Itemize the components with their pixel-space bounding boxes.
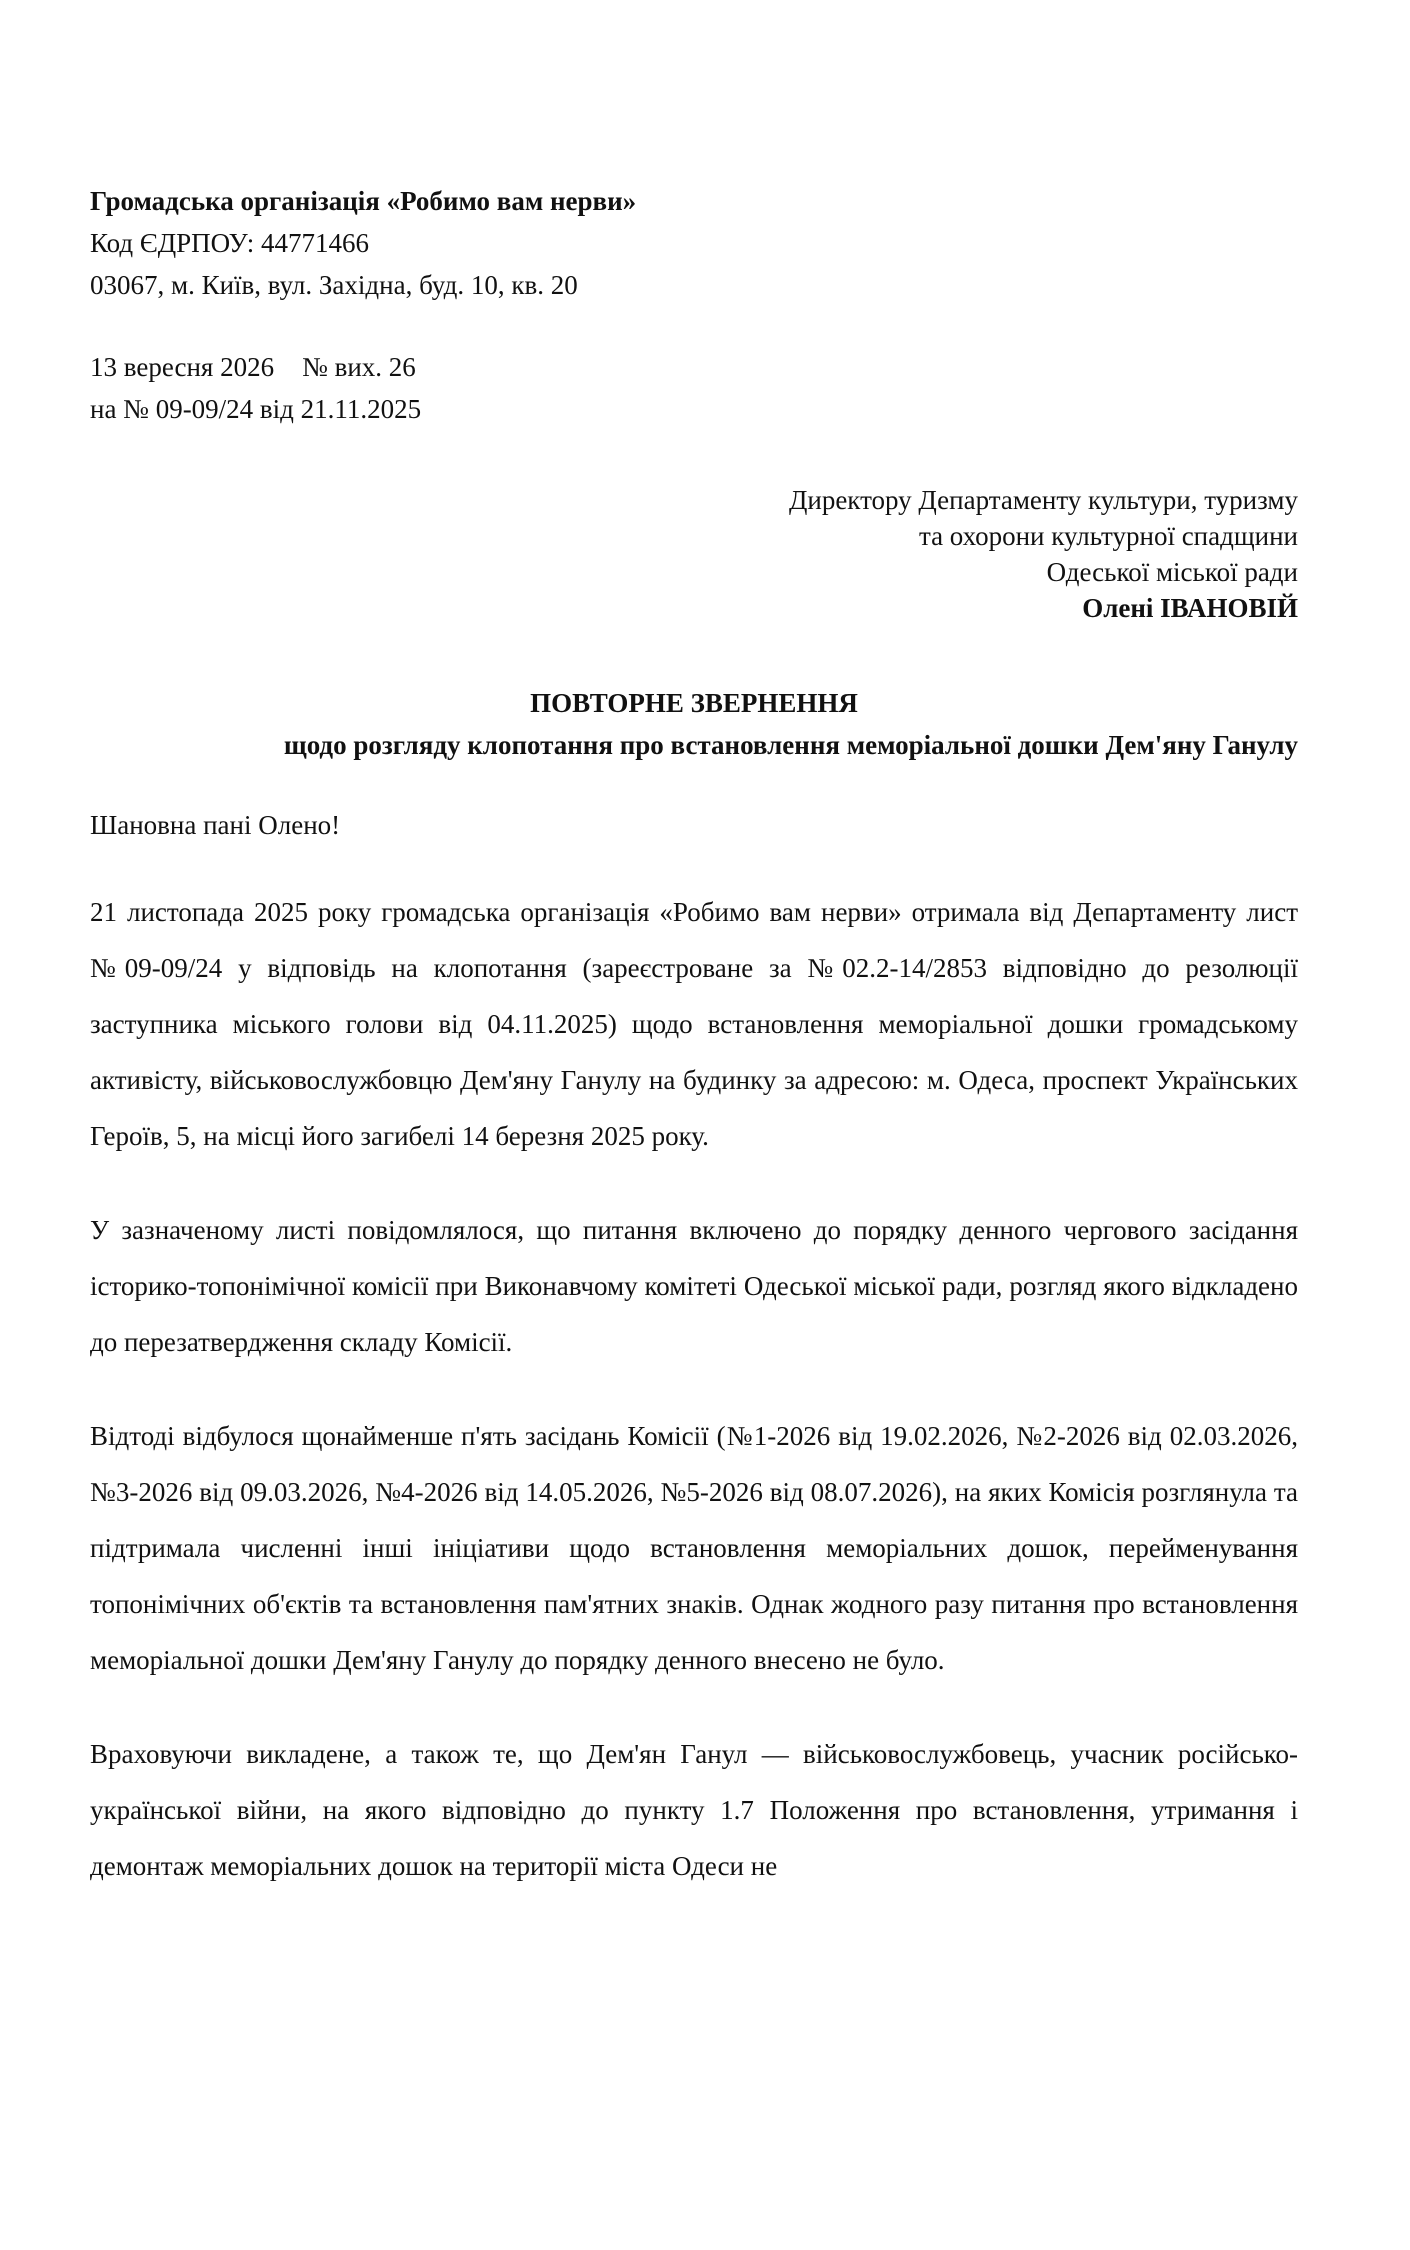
addressee-block [90, 482, 1298, 626]
outgoing-number: № вих. 26 [302, 352, 416, 382]
body-paragraph-1: 21 листопада 2025 року громадська організація «Робимо вам нерви» отримала від Департаменту лист №09-09/24 у відповідь на клопотання (зареєстроване за №02.2-14/2853 відповідно до резолюції заступника міського голови від 04.11.2025) щодо встановлення меморіальної дошки громадському активісту, військовослужбовцю Дем'яну Ганулу на будинку за адресою: м. Одеса, проспект Українських Героїв, 5, на місці його загибелі 14 березня 2025 року. [90, 897, 1298, 1151]
body-paragraph-3: Відтоді відбулося щонайменше п'ять засідань Комісії (№1-2026 від 19.02.2026, №2-2026 від 02.03.2026, №3-2026 від 09.03.2026, №4-2026 від 14.05.2026, №5-2026 від 08.07.2026), на яких Комісія розглянула та підтримала численні інші ініціативи щодо встановлення меморіальних дошок, перейменування топонімічних об'єктів та встановлення пам'ятних знаків. Однак жодного разу питання про встановлення меморіальної дошки Дем'яну Ганулу до порядку денного внесено не було. [90, 1421, 1298, 1675]
body-paragraph-2: У зазначеному листі повідомлялося, що питання включено до порядку денного чергового засідання історико-топонімічної комісії при Виконавчому комітеті Одеської міської ради, розгляд якого відкладено до перезатвердження складу Комісії. [90, 1215, 1298, 1357]
document-subject: щодо розгляду клопотання про встановлення меморіальної дошки Дем'яну Ганулу [283, 730, 1298, 760]
date-number-line [90, 346, 1298, 388]
letter-meta [90, 346, 1298, 430]
sender-code: Код ЄДРПОУ: 44771466 [90, 228, 369, 258]
sender-address: 03067, м. Київ, вул. Західна, буд. 10, кв. 20 [90, 270, 578, 300]
letter-page [90, 180, 1298, 1894]
addressee-line-2: та охорони культурної спадщини [918, 521, 1298, 551]
addressee-line-1: Директору Департаменту культури, туризму [788, 485, 1298, 515]
reference-line: на № 09-09/24 від 21.11.2025 [90, 394, 422, 424]
addressee-name: Олені ІВАНОВІЙ [1082, 593, 1298, 623]
addressee-line-3: Одеської міської ради [1046, 557, 1298, 587]
sender-block [90, 180, 1298, 306]
salutation: Шановна пані Олено! [90, 810, 341, 840]
body-paragraph-4: Враховуючи викладене, а також те, що Дем'ян Ганул — військовослужбовець, учасник російсько-української війни, на якого відповідно до пункту 1.7 Положення про встановлення, утримання і демонтаж меморіальних дошок на території міста Одеси не [90, 1739, 1298, 1881]
sender-org-name: Громадська організація «Робимо вам нерви» [90, 186, 637, 216]
document-title: ПОВТОРНЕ ЗВЕРНЕННЯ [530, 688, 858, 718]
letter-date: 13 вересня 2026 [90, 352, 275, 382]
